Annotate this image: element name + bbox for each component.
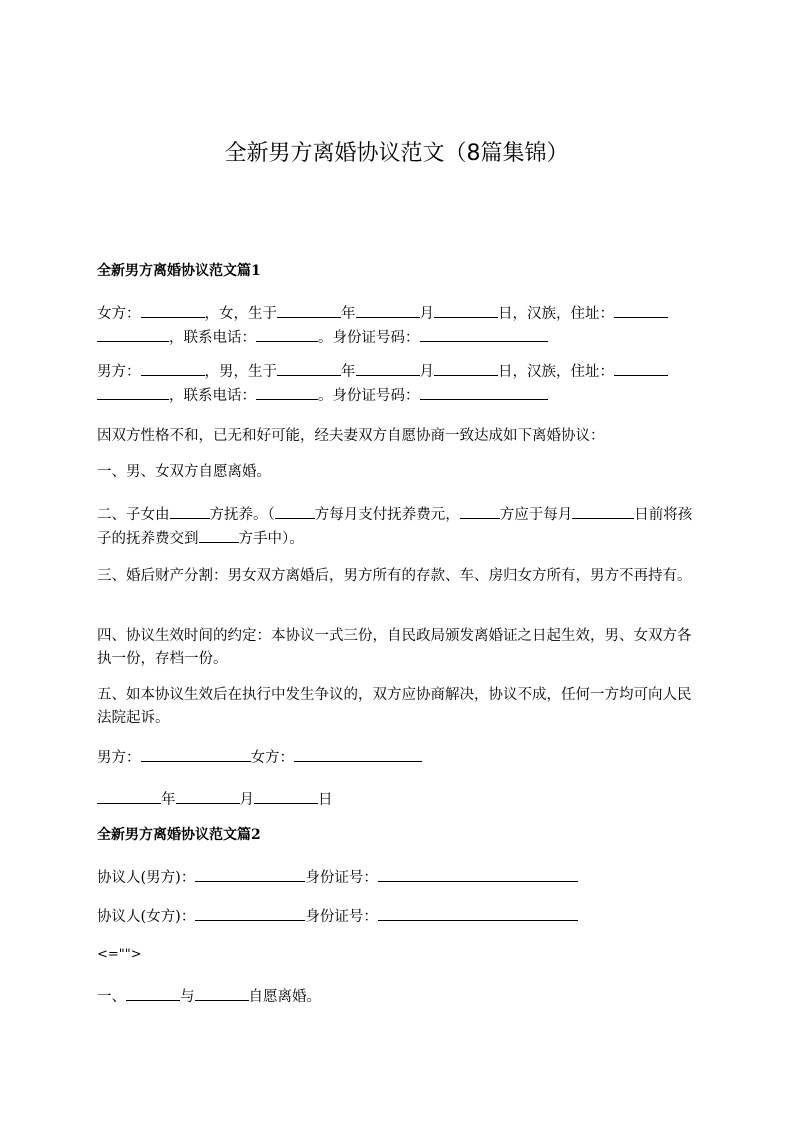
clause-2-text: 二、子女由 bbox=[97, 507, 170, 523]
wife-id-blank bbox=[420, 326, 548, 342]
husband-birth-day-blank bbox=[434, 360, 498, 376]
section2-clause-1 bbox=[97, 985, 697, 1009]
year-label: 年 bbox=[161, 792, 176, 808]
wife-gender-birth-label: ，女，生于 bbox=[204, 306, 277, 322]
month-label: 月 bbox=[419, 306, 434, 322]
husband-phone-blank bbox=[256, 384, 318, 400]
id-label: 身份证号： bbox=[305, 870, 378, 886]
husband-gender-birth-label: ，男，生于 bbox=[204, 364, 277, 380]
clause-2-text: 日前将孩子的抚养费交到 bbox=[97, 507, 693, 547]
party-female-line bbox=[97, 905, 697, 929]
clause-2-text: 方手中）。 bbox=[238, 531, 304, 547]
intro-paragraph: 因双方性格不和，已无和好可能，经夫妻双方自愿协商一致达成如下离婚协议： bbox=[97, 428, 605, 444]
clause-2 bbox=[97, 503, 697, 551]
husband-birth-year-blank bbox=[277, 360, 341, 376]
payment-party-blank bbox=[460, 503, 500, 519]
recipient-party-blank bbox=[199, 527, 239, 543]
party-male-line bbox=[97, 866, 697, 890]
wife-address-blank bbox=[614, 302, 668, 318]
wife-phone-blank bbox=[256, 326, 318, 342]
male-signature-blank bbox=[141, 746, 251, 762]
date-day-blank bbox=[254, 788, 318, 804]
husband-address-blank-cont bbox=[97, 384, 169, 400]
id-number-label: 。身份证号码： bbox=[318, 330, 420, 346]
party-b-blank bbox=[195, 985, 249, 1001]
year-label: 年 bbox=[341, 364, 356, 380]
ethnicity-address-label: 日，汉族，住址： bbox=[498, 306, 614, 322]
wife-birth-month-blank bbox=[356, 302, 420, 318]
clause-3: 三、婚后财产分割：男女双方离婚后，男方所有的存款、车、房归女方所有，男方不再持有。 bbox=[97, 568, 692, 584]
section2-heading: 全新男方离婚协议范文篇2 bbox=[97, 827, 261, 843]
stray-markup-text: <=""> bbox=[97, 947, 142, 962]
party-female-label: 协议人(女方)： bbox=[97, 909, 196, 925]
id-number-label: 。身份证号码： bbox=[318, 388, 420, 404]
clause-2-text: 方每月支付抚养费元， bbox=[314, 507, 460, 523]
signature-line bbox=[97, 746, 697, 770]
payer-party-blank bbox=[275, 503, 315, 519]
document-title: 全新男方离婚协议范文（8篇集锦） bbox=[224, 141, 569, 166]
month-label: 月 bbox=[239, 792, 254, 808]
wife-birth-year-blank bbox=[277, 302, 341, 318]
female-signature-label: 女方： bbox=[250, 750, 294, 766]
wife-name-blank bbox=[141, 302, 205, 318]
payment-day-blank bbox=[572, 503, 634, 519]
clause-5: 五、如本协议生效后在执行中发生争议的，双方应协商解决，协议不成，任何一方均可向人民法院起诉。 bbox=[97, 687, 692, 726]
phone-label: ，联系电话： bbox=[169, 330, 256, 346]
clause-number: 一、 bbox=[97, 989, 126, 1005]
husband-id-blank bbox=[420, 384, 548, 400]
female-signature-blank bbox=[294, 746, 422, 762]
husband-label: 男方： bbox=[97, 364, 141, 380]
day-label: 日 bbox=[318, 792, 333, 808]
husband-info-paragraph bbox=[97, 360, 697, 408]
party-male-label: 协议人(男方)： bbox=[97, 870, 196, 886]
date-line bbox=[97, 788, 697, 812]
party-a-blank bbox=[126, 985, 180, 1001]
id-label: 身份证号： bbox=[305, 909, 378, 925]
party-male-id-blank bbox=[378, 866, 578, 882]
month-label: 月 bbox=[419, 364, 434, 380]
conjunction-text: 与 bbox=[180, 989, 195, 1005]
party-female-id-blank bbox=[378, 905, 578, 921]
date-month-blank bbox=[176, 788, 240, 804]
section1-heading: 全新男方离婚协议范文篇1 bbox=[97, 263, 261, 279]
party-male-name-blank bbox=[195, 866, 305, 882]
party-female-name-blank bbox=[195, 905, 305, 921]
husband-name-blank bbox=[141, 360, 205, 376]
wife-info-paragraph bbox=[97, 302, 697, 350]
ethnicity-address-label: 日，汉族，住址： bbox=[498, 364, 614, 380]
clause-text: 自愿离婚。 bbox=[248, 989, 321, 1005]
date-year-blank bbox=[97, 788, 161, 804]
phone-label: ，联系电话： bbox=[169, 388, 256, 404]
custody-party-blank bbox=[170, 503, 210, 519]
male-signature-label: 男方： bbox=[97, 750, 141, 766]
clause-2-text: 方应于每月 bbox=[499, 507, 573, 523]
clause-1: 一、男、女双方自愿离婚。 bbox=[97, 464, 271, 480]
clause-2-text: 方抚养。（ bbox=[209, 507, 275, 523]
husband-birth-month-blank bbox=[356, 360, 420, 376]
wife-label: 女方： bbox=[97, 306, 141, 322]
wife-address-blank-cont bbox=[97, 326, 169, 342]
husband-address-blank bbox=[614, 360, 668, 376]
clause-4: 四、协议生效时间的约定：本协议一式三份，自民政局颁发离婚证之日起生效，男、女双方各执一份，存档一份。 bbox=[97, 628, 692, 667]
wife-birth-day-blank bbox=[434, 302, 498, 318]
year-label: 年 bbox=[341, 306, 356, 322]
